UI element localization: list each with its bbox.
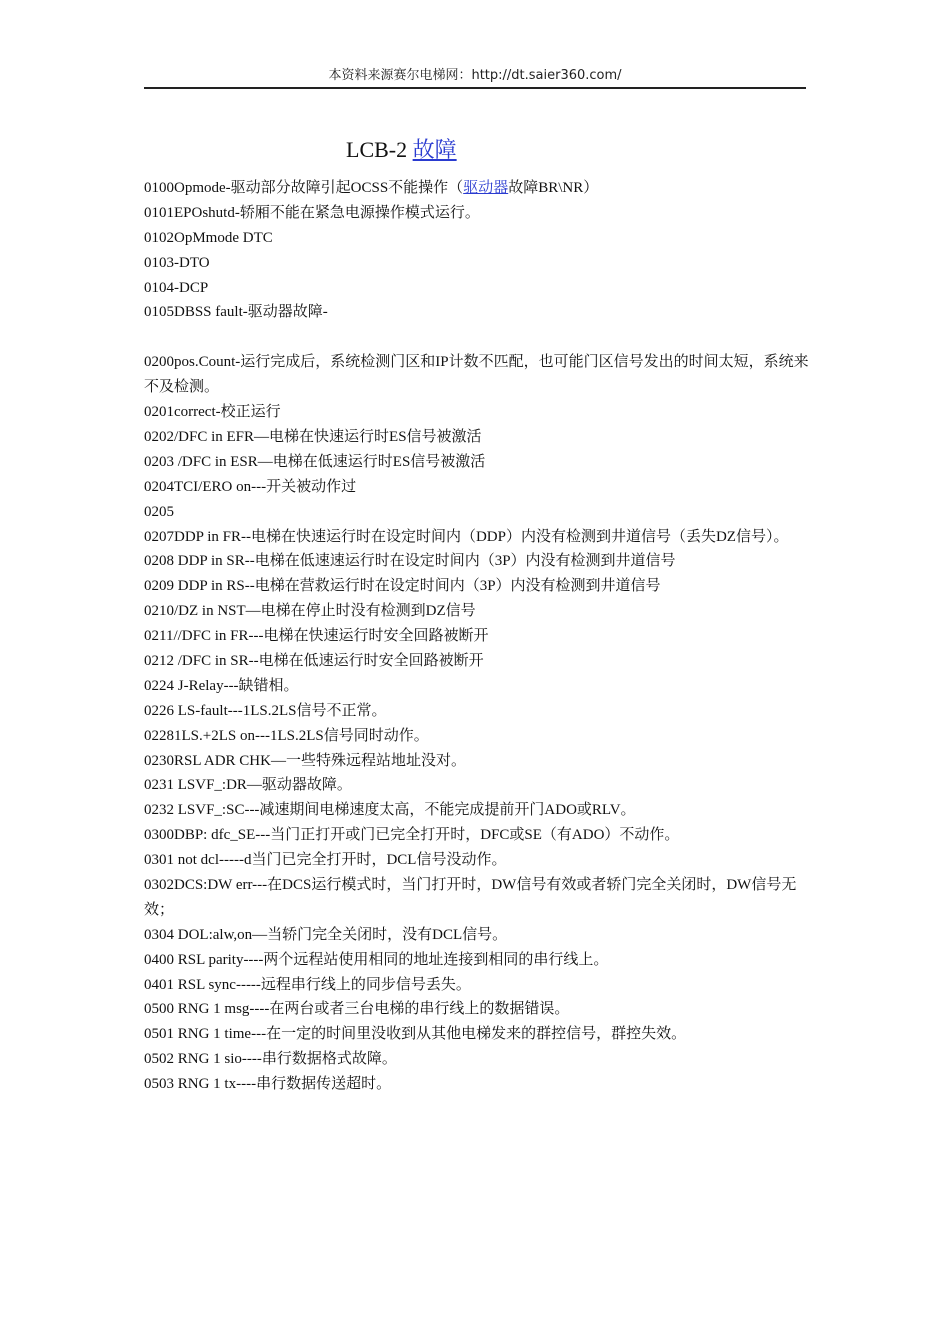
fault-line: 0300DBP: dfc_SE---当门正打开或门已完全打开时，DFC或SE（有ADO）不动作。 [144,827,680,844]
header-rule [144,87,806,89]
fault-line: 0104-DCP [144,279,209,296]
fault-line: 0503 RNG 1 tx----串行数据传送超时。 [144,1076,392,1093]
page-header [144,66,806,86]
fault-line: 0208 DDP in SR--电梯在低速速运行时在设定时间内（3P）内没有检测到井道信号 [144,553,676,570]
fault-line: 0205 [144,503,174,520]
header-source-text: 本资料来源赛尔电梯网：http://dt.saier360.com/ [328,68,622,83]
driver-link[interactable]: 驱动器 [463,180,509,196]
document-title [346,136,457,164]
fault-line [144,325,816,350]
fault-line: 0500 RNG 1 msg----在两台或者三台电梯的串行线上的数据错误。 [144,1001,570,1018]
fault-line: 0501 RNG 1 time---在一定的时间里没收到从其他电梯发来的群控信号，群控失效。 [144,1026,687,1043]
fault-line: 0101EPOshutd-轿厢不能在紧急电源操作模式运行。 [144,204,480,221]
fault-line: 0207DDP in FR--电梯在快速运行时在设定时间内（DDP）内没有检测到井道信号（丢失DZ信号）。 [144,528,789,545]
fault-line: 0210/DZ in NST—电梯在停止时没有检测到DZ信号 [144,603,476,620]
fault-line: 0201correct-校正运行 [144,404,281,421]
fault-line: 0204TCI/ERO on---开关被动作过 [144,478,357,495]
fault-line: 0232 LSVF_:SC---减速期间电梯速度太高，不能完成提前开门ADO或RLV。 [144,802,636,819]
fault-line: 0401 RSL sync-----远程串行线上的同步信号丢失。 [144,976,471,993]
fault-line: 0302DCS:DW err---在DCS运行模式时，当门打开时，DW信号有效或者轿门完全关闭时，DW信号无效； [144,877,797,918]
fault-line: 0103-DTO [144,254,210,271]
fault-line: 0105DBSS fault-驱动器故障- [144,304,328,321]
fault-line: 0102OpMmode DTC [144,229,273,246]
line-0100-after: 故障BR\NR） [508,180,599,196]
fault-code-list [144,176,816,1097]
fault-line: 02281LS.+2LS on---1LS.2LS信号同时动作。 [144,727,429,744]
fault-line: 0231 LSVF_:DR—驱动器故障。 [144,777,352,794]
fault-line: 0502 RNG 1 sio----串行数据格式故障。 [144,1051,397,1068]
fault-line: 0200pos.Count-运行完成后，系统检测门区和IP计数不匹配，也可能门区信号发出的时间太短，系统来不及检测。 [144,354,809,396]
fault-line: 0224 J-Relay---缺错相。 [144,677,299,694]
line-0100-before: 0100Opmode-驱动部分故障引起OCSS不能操作（ [144,180,464,196]
fault-line: 0212 /DFC in SR--电梯在低速运行时安全回路被断开 [144,652,484,669]
title-prefix: LCB-2 [346,137,413,162]
fault-line-0100 [144,176,816,201]
fault-line: 0209 DDP in RS--电梯在营救运行时在设定时间内（3P）内没有检测到井道信号 [144,578,661,595]
fault-line: 0230RSL ADR CHK—一些特殊远程站地址没对。 [144,752,466,769]
fault-line: 0304 DOL:alw,on—当轿门完全关闭时，没有DCL信号。 [144,926,508,943]
title-fault-link[interactable]: 故障 [412,137,457,162]
fault-line: 0211//DFC in FR---电梯在快速运行时安全回路被断开 [144,628,489,645]
fault-line: 0226 LS-fault---1LS.2LS信号不正常。 [144,702,387,719]
fault-line: 0301 not dcl-----d当门已完全打开时，DCL信号没动作。 [144,852,507,869]
fault-line: 0202/DFC in EFR—电梯在快速运行时ES信号被激活 [144,428,482,445]
fault-line: 0400 RSL parity----两个远程站使用相同的地址连接到相同的串行线上。 [144,951,609,968]
fault-line: 0203 /DFC in ESR—电梯在低速运行时ES信号被激活 [144,453,486,470]
